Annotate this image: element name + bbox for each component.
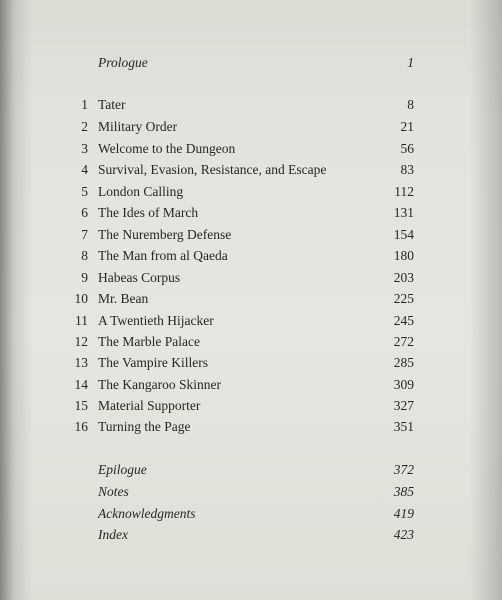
chapter-title: A Twentieth Hijacker	[98, 313, 214, 328]
chapter-number: 7	[81, 227, 88, 242]
chapter-title: London Calling	[98, 184, 184, 199]
toc-chapter-row	[0, 94, 502, 116]
backmatter-page: 423	[393, 527, 414, 542]
toc-chapter-row	[0, 224, 502, 246]
chapter-page: 154	[393, 227, 414, 242]
chapter-number: 12	[74, 334, 88, 349]
chapter-page: 56	[400, 141, 414, 156]
toc-backmatter-row	[0, 481, 502, 503]
chapter-number: 4	[81, 162, 88, 177]
toc-chapter-row	[0, 416, 502, 438]
chapter-title: Military Order	[98, 119, 178, 134]
chapter-number: 5	[81, 184, 88, 199]
chapter-number: 13	[74, 355, 88, 370]
chapter-page: 285	[393, 355, 414, 370]
chapter-page: 272	[393, 334, 414, 349]
chapter-page: 225	[393, 291, 414, 306]
toc-prologue-title: Prologue	[98, 55, 148, 70]
backmatter-page: 372	[393, 462, 414, 477]
toc-backmatter-row	[0, 503, 502, 525]
chapter-number: 11	[75, 313, 88, 328]
chapter-number: 8	[81, 248, 88, 263]
toc-prologue-page: 1	[407, 55, 414, 70]
toc-backmatter-row	[0, 524, 502, 546]
chapter-page: 309	[393, 377, 414, 392]
toc-chapter-row	[0, 202, 502, 224]
backmatter-page: 385	[393, 484, 414, 499]
chapter-title: Turning the Page	[98, 419, 191, 434]
chapter-page: 131	[393, 205, 414, 220]
chapter-title: Tater	[98, 97, 126, 112]
chapter-title: Survival, Evasion, Resistance, and Escape	[98, 162, 327, 177]
chapter-page: 21	[400, 119, 414, 134]
chapter-title: The Vampire Killers	[98, 355, 208, 370]
chapter-number: 10	[74, 291, 88, 306]
toc-chapter-row	[0, 395, 502, 417]
backmatter-title: Epilogue	[98, 462, 147, 477]
backmatter-page: 419	[393, 506, 414, 521]
chapter-title: Welcome to the Dungeon	[98, 141, 236, 156]
backmatter-title: Index	[98, 527, 128, 542]
toc-chapter-row	[0, 310, 502, 332]
chapter-page: 8	[407, 97, 414, 112]
chapter-page: 83	[400, 162, 414, 177]
chapter-number: 6	[81, 205, 88, 220]
toc-chapter-row	[0, 159, 502, 181]
chapter-number: 9	[81, 270, 88, 285]
chapter-number: 1	[81, 97, 88, 112]
toc-chapter-row	[0, 267, 502, 289]
chapter-title: The Man from al Qaeda	[98, 248, 228, 263]
chapter-number: 3	[81, 141, 88, 156]
toc-chapter-row	[0, 116, 502, 138]
chapter-page: 180	[393, 248, 414, 263]
chapter-number: 2	[81, 119, 88, 134]
chapter-title: Habeas Corpus	[98, 270, 181, 285]
chapter-title: The Nuremberg Defense	[98, 227, 232, 242]
backmatter-title: Notes	[98, 484, 129, 499]
chapter-number: 15	[74, 398, 88, 413]
chapter-page: 351	[393, 419, 414, 434]
toc-chapter-row	[0, 331, 502, 353]
chapter-page: 327	[393, 398, 414, 413]
toc-chapter-row	[0, 181, 502, 203]
toc-chapter-row	[0, 288, 502, 310]
chapter-number: 14	[74, 377, 88, 392]
toc-backmatter-row	[0, 459, 502, 481]
chapter-number: 16	[74, 419, 88, 434]
chapter-title: The Kangaroo Skinner	[98, 377, 221, 392]
toc-chapter-row	[0, 138, 502, 160]
chapter-title: Material Supporter	[98, 398, 201, 413]
chapter-page: 203	[393, 270, 414, 285]
toc-chapter-row	[0, 374, 502, 396]
chapter-title: The Marble Palace	[98, 334, 200, 349]
chapter-title: Mr. Bean	[98, 291, 149, 306]
chapter-page: 112	[394, 184, 414, 199]
chapter-title: The Ides of March	[98, 205, 199, 220]
toc-prologue	[0, 52, 502, 74]
toc-chapter-row	[0, 245, 502, 267]
chapter-page: 245	[393, 313, 414, 328]
toc-chapter-row	[0, 352, 502, 374]
backmatter-title: Acknowledgments	[98, 506, 196, 521]
